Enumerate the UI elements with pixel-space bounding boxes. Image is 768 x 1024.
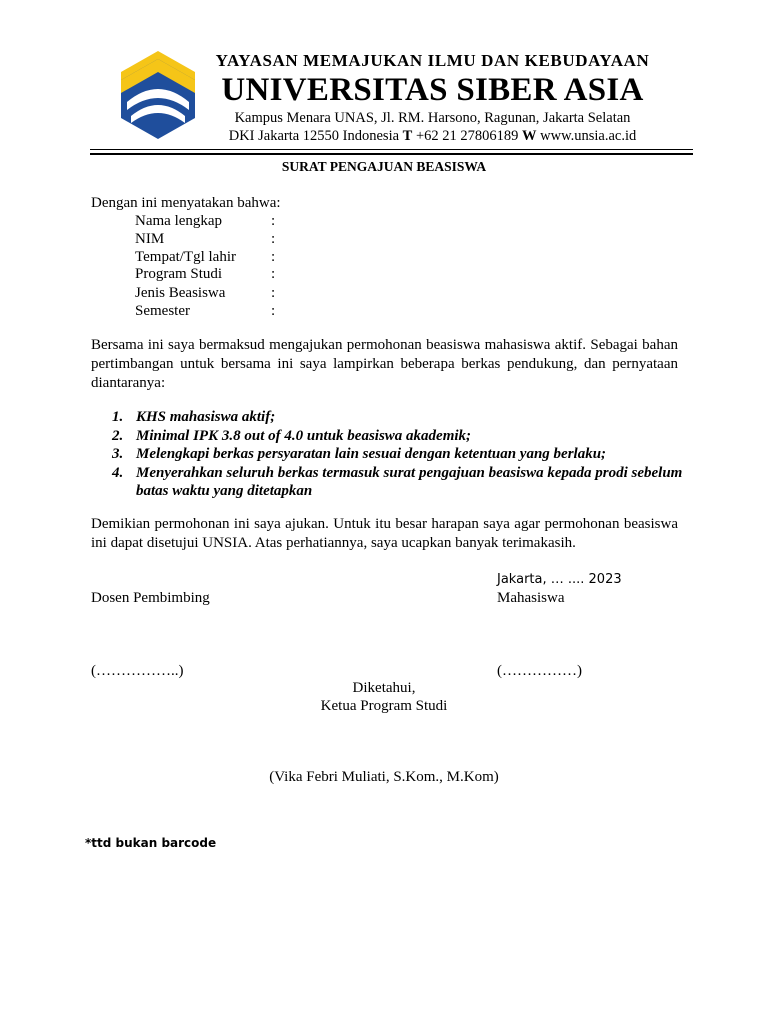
list-number: 4. — [112, 464, 124, 481]
header-divider-thick — [90, 153, 693, 155]
website: www.unsia.ac.id — [536, 128, 637, 144]
list-text: Minimal IPK 3.8 out of 4.0 untuk beasiswa akademik; — [136, 427, 472, 444]
address-line-1: Kampus Menara UNAS, Jl. RM. Harsono, Ragunan, Jakarta Selatan — [234, 110, 631, 126]
field-colon: : — [271, 285, 276, 301]
address-line-2 — [205, 128, 660, 145]
field-colon: : — [271, 266, 276, 282]
field-colon: : — [271, 303, 276, 319]
list-item — [112, 427, 692, 446]
web-label: W — [522, 128, 537, 144]
phone-number: +62 21 27806189 — [412, 128, 523, 144]
head-of-program-name: (Vika Febri Muliati, S.Kom., M.Kom) — [269, 769, 499, 785]
list-text: Menyerahkan seluruh berkas termasuk surat pengajuan beasiswa kepada prodi sebelum batas waktu yang ditetapkan — [136, 464, 683, 499]
list-number: 3. — [112, 446, 124, 462]
field-label-birth: Tempat/Tgl lahir — [135, 249, 237, 265]
field-label-nim: NIM — [135, 231, 165, 247]
footnote: *ttd bukan barcode — [85, 836, 217, 850]
university-logo — [119, 50, 197, 140]
intro-text: Dengan ini menyatakan bahwa: — [91, 195, 281, 211]
closing-paragraph: Demikian permohonan ini saya ajukan. Untuk itu besar harapan saya agar permohonan beasiswa ini dapat disetujui UNSIA. Atas perhatiannya, saya ucapkan banyak terimakasih. — [91, 516, 678, 551]
phone-label: T — [402, 128, 413, 144]
field-colon: : — [271, 231, 276, 247]
list-number: 1. — [112, 409, 124, 425]
place-date: Jakarta, … .... 2023 — [497, 572, 622, 587]
head-of-program-role: Ketua Program Studi — [320, 698, 448, 714]
list-text: KHS mahasiswa aktif; — [136, 409, 276, 425]
list-number: 2. — [112, 427, 124, 444]
field-colon: : — [271, 249, 276, 265]
student-signature-blank: (……………) — [497, 663, 582, 679]
field-label-program: Program Studi — [135, 266, 223, 282]
student-role: Mahasiswa — [497, 590, 565, 606]
request-paragraph: Bersama ini saya bermaksud mengajukan permohonan beasiswa mahasiswa aktif. Sebagai bahan pertimbangan untuk bersama ini saya lampirkan beberapa berkas pendukung, dan pernyataan diantaranya: — [91, 337, 678, 391]
university-name: UNIVERSITAS SIBER ASIA — [221, 72, 644, 108]
field-label-name: Nama lengkap — [135, 213, 223, 229]
requirements-list — [112, 408, 692, 501]
list-item — [112, 445, 692, 464]
list-text: Melengkapi berkas persyaratan lain sesuai dengan ketentuan yang berlaku; — [136, 446, 607, 462]
list-item — [112, 464, 692, 501]
acknowledged-label: Diketahui, — [352, 680, 416, 696]
field-label-scholarship-type: Jenis Beasiswa — [135, 285, 226, 301]
field-colon: : — [271, 213, 276, 229]
list-item — [112, 408, 692, 427]
lecturer-signature-blank: (……………..) — [91, 663, 184, 679]
foundation-name: YAYASAN MEMAJUKAN ILMU DAN KEBUDAYAAN — [215, 51, 650, 70]
address-city: DKI Jakarta 12550 Indonesia — [228, 128, 403, 144]
lecturer-role: Dosen Pembimbing — [91, 590, 210, 606]
field-label-semester: Semester — [135, 303, 190, 319]
letter-title: SURAT PENGAJUAN BEASISWA — [281, 159, 487, 174]
header-divider-thin — [90, 149, 693, 150]
